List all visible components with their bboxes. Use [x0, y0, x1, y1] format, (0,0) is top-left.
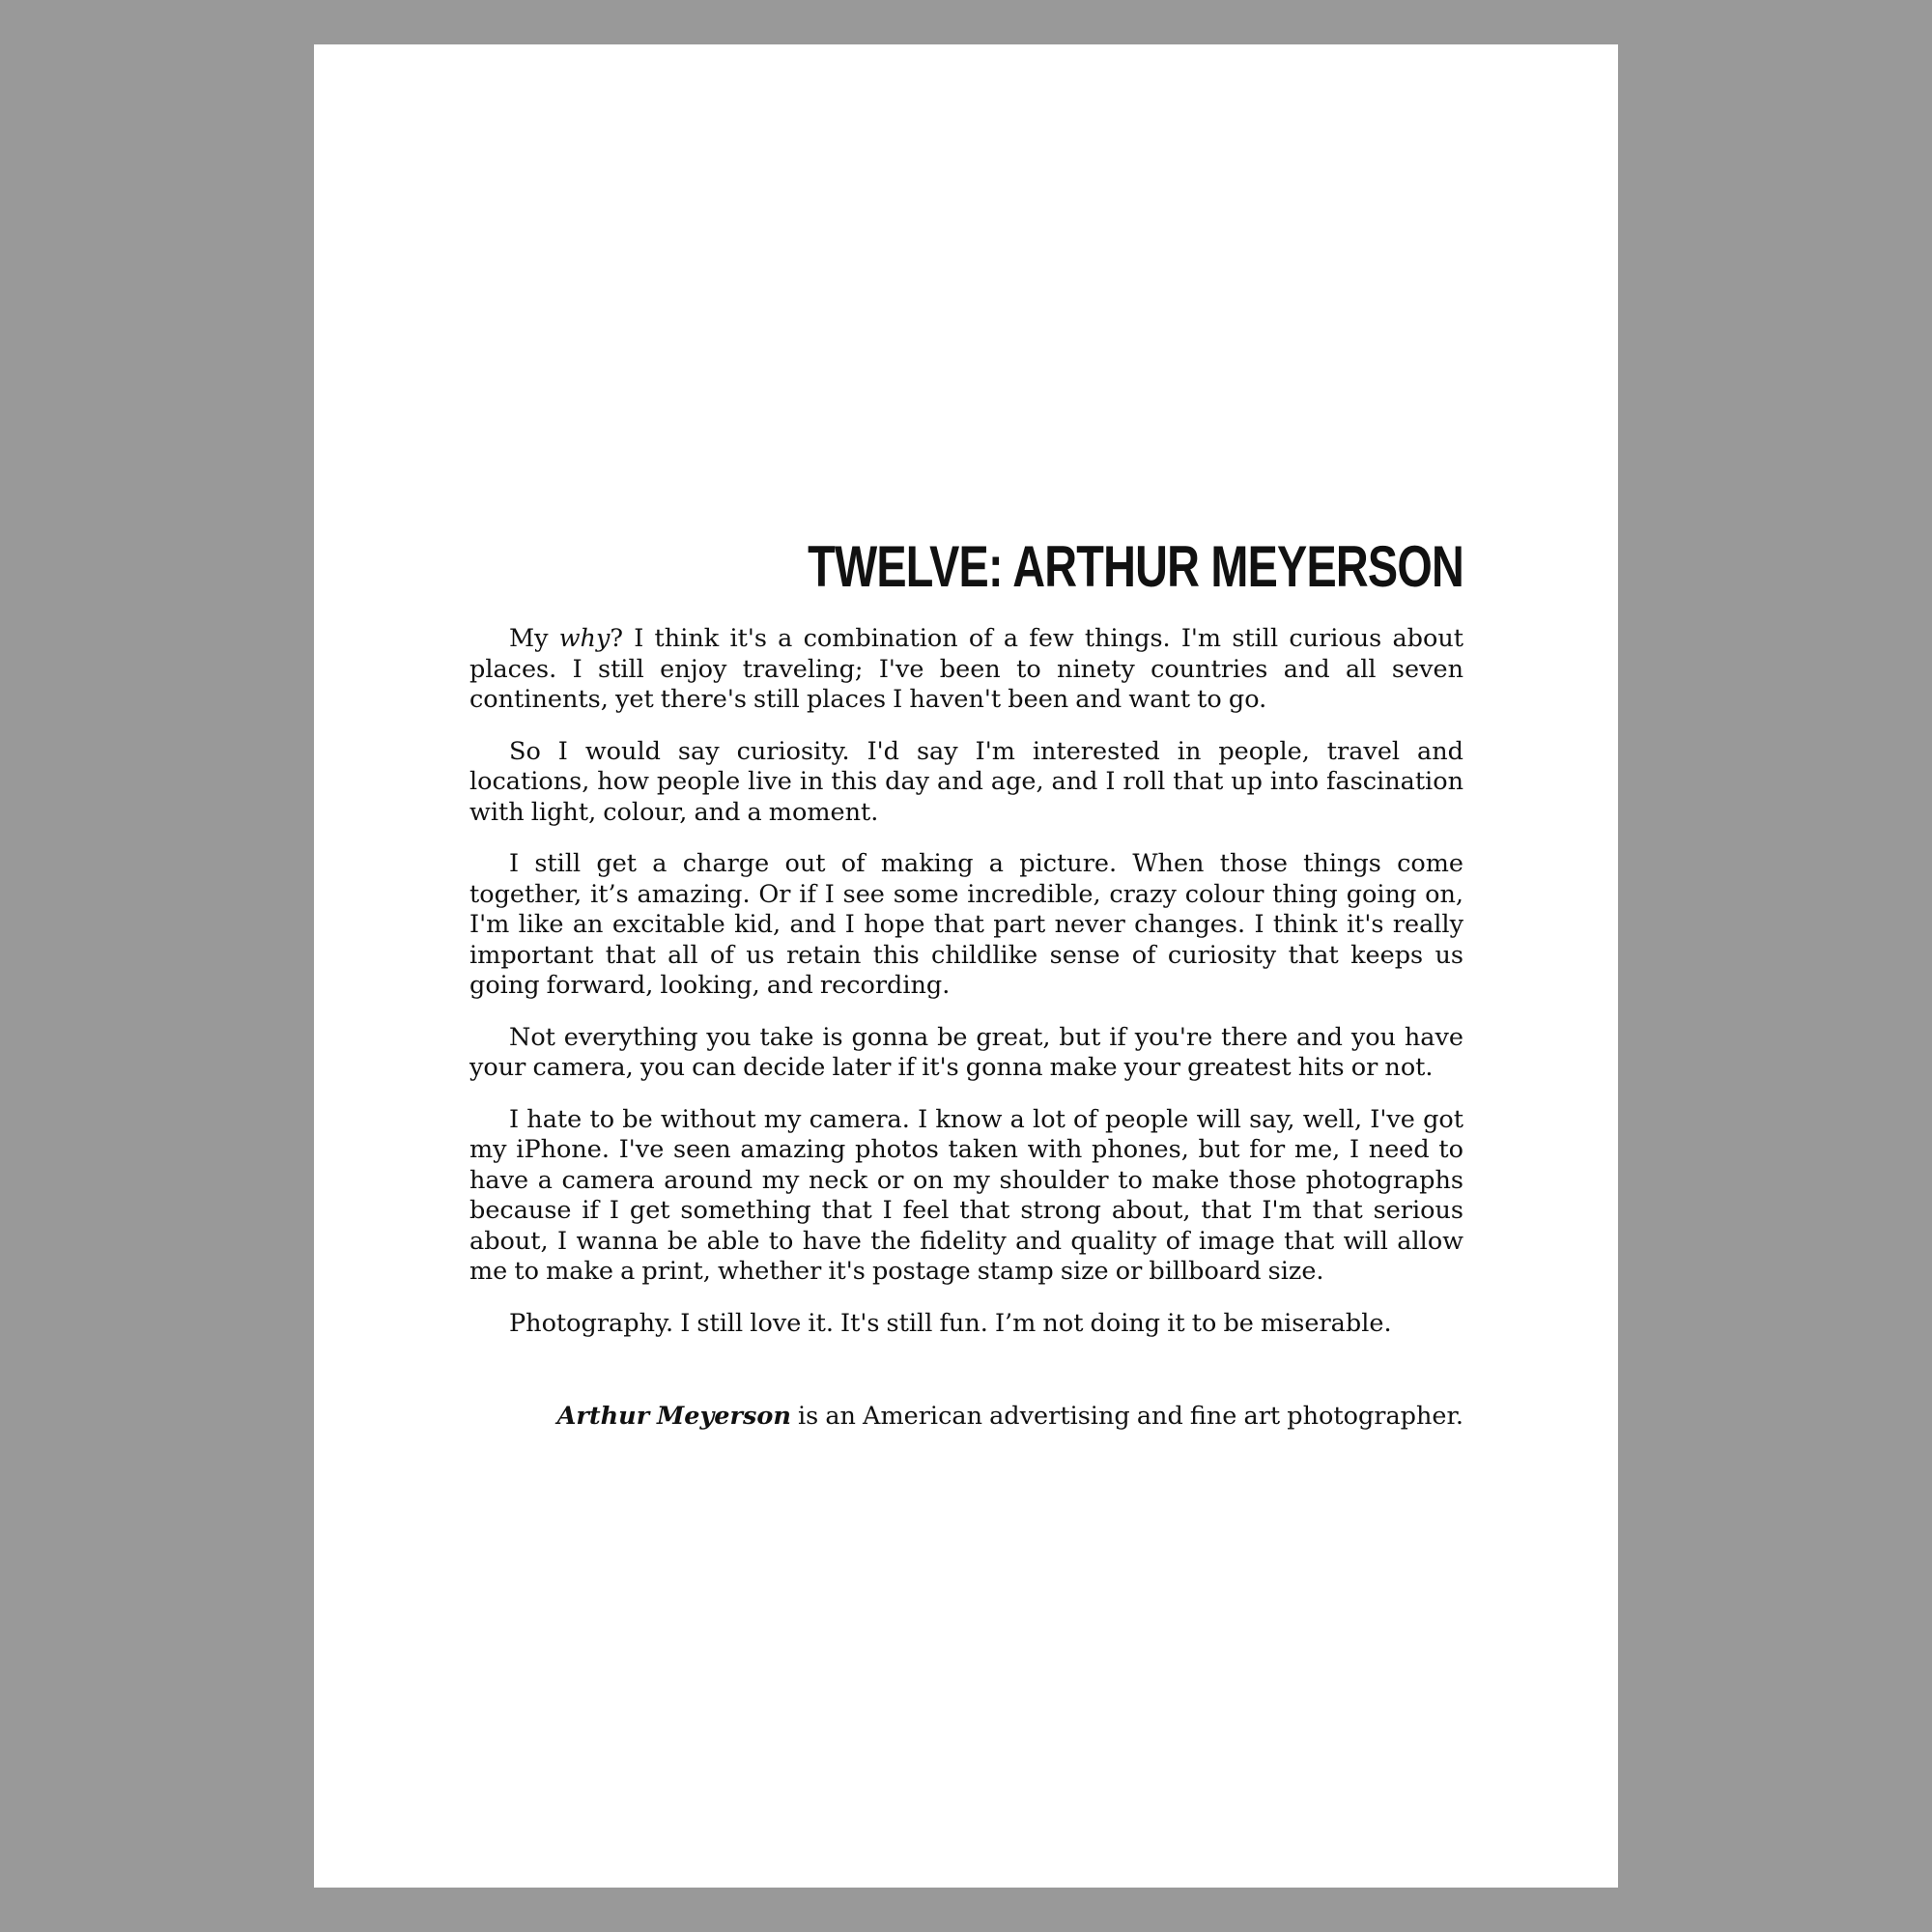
chapter-title: TWELVE: ARTHUR MEYERSON [808, 534, 1463, 599]
paragraph-2: So I would say curiosity. I'd say I'm interested in people, travel and locations, how people live in this day and age, and I roll that up into fascination with light, colour, and a moment. [469, 736, 1463, 827]
paragraph-6: Photography. I still love it. It's still fun. I’m not doing it to be miserable. [509, 1308, 1392, 1338]
paragraph-1-start: My [509, 624, 559, 653]
paragraph-1-emphasis: why [558, 624, 611, 653]
paragraph-5: I hate to be without my camera. I know a lot of people will say, well, I've got my iPhone. I've seen amazing photos taken with phones, but for me, I need to have a camera around my neck or on my shoulder to make those photographs because if I get something that I feel that strong about, that I'm that serious about, I wanna be able to have the fidelity and quality of image that will allow me to make a print, whether it's postage stamp size or billboard size. [469, 1104, 1463, 1286]
author-bio-text: is an American advertising and fine art photographer. [790, 1402, 1463, 1431]
paragraph-1 [469, 624, 1463, 716]
paragraph-1-rest: ? I think it's a combination of a few things. I'm still curious about places. I still enjoy traveling; I've been to ninety countries and all seven continents, yet there's still places I haven't been and want to go. [469, 624, 1463, 714]
page-content [469, 532, 1463, 1433]
document-page [314, 44, 1618, 1888]
author-bio [469, 1402, 1463, 1433]
paragraph-3: I still get a charge out of making a picture. When those things come together, it’s amazing. Or if I see some incredible, crazy colour thing going on, I'm like an excitable kid, and I hope that part never changes. I think it's really important that all of us retain this childlike sense of curiosity that keeps us going forward, looking, and recording. [469, 849, 1463, 1000]
paragraph-4: Not everything you take is gonna be great, but if you're there and you have your camera, you can decide later if it's gonna make your greatest hits or not. [469, 1022, 1463, 1082]
author-name: Arthur Meyerson [556, 1402, 791, 1431]
